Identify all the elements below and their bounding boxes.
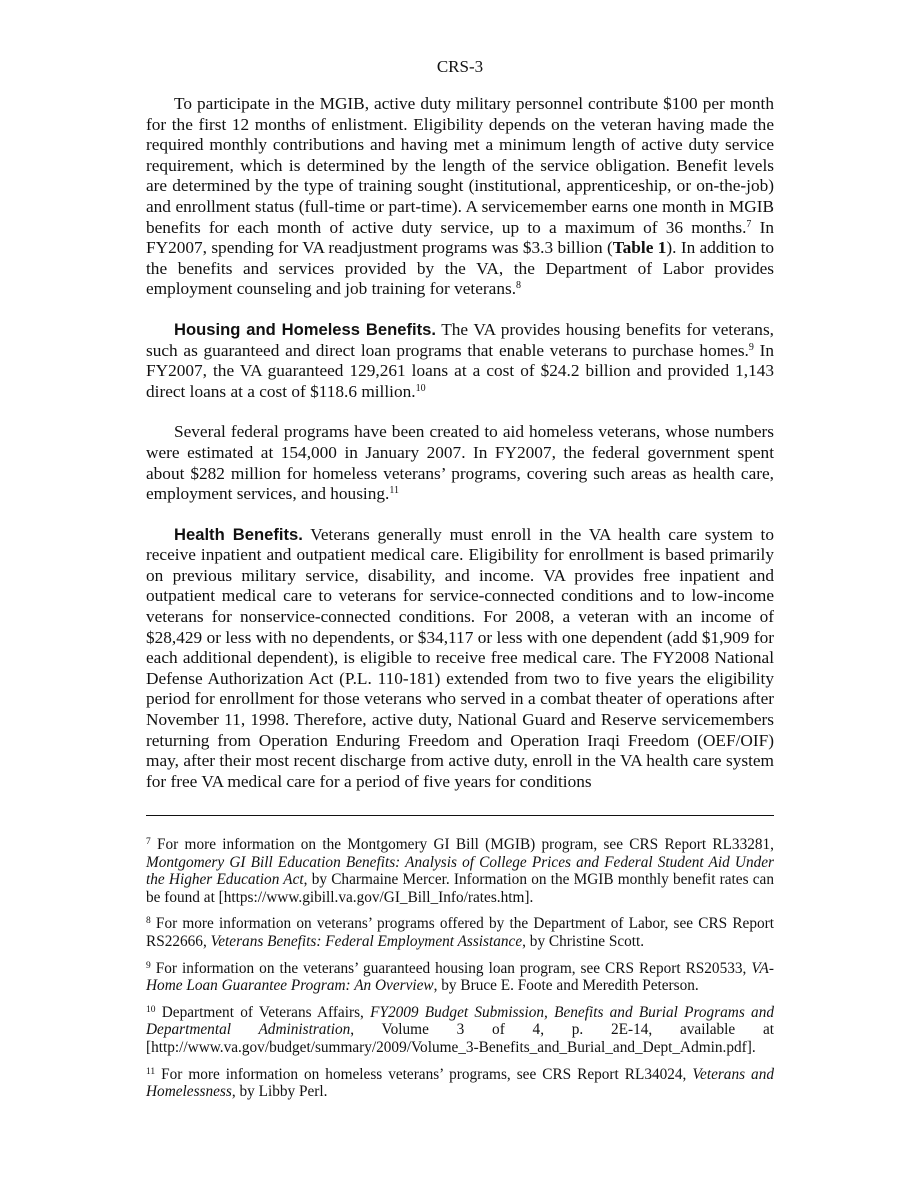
- footnote-ref-9[interactable]: 9: [748, 341, 754, 353]
- table-reference: Table 1: [612, 238, 667, 258]
- footnote-divider: [146, 815, 774, 816]
- body-text: [146, 94, 774, 812]
- paragraph-homeless: Several federal programs have been created to aid homeless veterans, whose numbers were estimated at 154,000 in January 2007. In FY2007, the federal government spent about $282 million for homeless veterans’ programs, covering such areas as health care, employment services, and housing.$^{11}$: [146, 422, 774, 504]
- footnote-7: $^7$ For more information on the Montgomery GI Bill (MGIB) program, see CRS Report RL33281, Montgomery GI Bill Education Benefits: Analysis of College Prices and Federal Student Aid Under the Higher Education Act, by Charmaine Mercer. Information on the MGIB monthly benefit rates can be found at [https://www.gibill.va.gov/GI_Bill_Info/rates.htm].: [146, 836, 775, 906]
- footnote-ref-7[interactable]: 7: [746, 218, 752, 230]
- footnotes: [146, 836, 774, 1110]
- paragraph-mgib: To participate in the MGIB, active duty military personnel contribute $100 per month for the first 12 months of enlistment. Eligibility depends on the veteran having made the required monthly contributions and having met a minimum length of active duty service requirement, which is determined by the length of the service obligation. Benefit levels are determined by the type of training sought (institutional, apprenticeship, or on-the-job) and enrollment status (full-time or part-time). A servicemember earns one month in MGIB benefits for each month of active duty service, up to a maximum of 36 months.$^7$ In FY2007, spending for VA readjustment programs was $3.3 billion (Table 1). In addition to the benefits and services provided by the VA, the Department of Labor provides employment counseling and job training for veterans.$^8$: [146, 94, 775, 299]
- footnote-10: $^{10}$ Department of Veterans Affairs, FY2009 Budget Submission, Benefits and Burial Programs and Departmental Administration, Volume 3 of 4, p. 2E-14, available at [http://www.va.gov/budget/summary/2009/Volume_3-Benefits_and_Burial_and_Dept_Admin.pdf].: [146, 1003, 774, 1056]
- footnote-9: $^9$ For information on the veterans’ guaranteed housing loan program, see CRS Report RS20533, VA-Home Loan Guarantee Program: An Overview, by Bruce E. Foote and Meredith Peterson.: [146, 959, 774, 995]
- footnote-8: $^8$ For more information on veterans’ programs offered by the Department of Labor, see CRS Report RS22666, Veterans Benefits: Federal Employment Assistance, by Christine Scott.: [146, 915, 774, 950]
- footnote-ref-11[interactable]: 11: [389, 485, 399, 497]
- footnote-ref-8[interactable]: 8: [516, 280, 522, 292]
- footnote-ref-10[interactable]: 10: [415, 382, 426, 394]
- paragraph-health: Health Benefits. Veterans generally must enroll in the VA health care system to receive inpatient and outpatient medical care. Eligibility for enrollment is based primarily on previous military service, disability, and income. VA provides free inpatient and outpatient medical care to veterans for service-connected conditions and to low-income veterans for nonservice-connected conditions. For 2008, a veteran with an income of $28,429 or less with no dependents, or $34,117 or less with one dependent (add $1,909 for each additional dependent), is eligible to receive free medical care. The FY2008 National Defense Authorization Act (P.L. 110-181) extended from two to five years the eligibility period for enrollment for those veterans who served in a combat theater of operations after November 11, 1998. Therefore, active duty, National Guard and Reserve servicemembers returning from Operation Enduring Freedom and Operation Iraqi Freedom (OEF/OIF) may, after their most recent discharge from active duty, enroll in the VA health care system for free VA medical care for a period of five years for conditions: [146, 524, 774, 791]
- footnote-11: $^{11}$ For more information on homeless veterans’ programs, see CRS Report RL34024, Veterans and Homelessness, by Libby Perl.: [146, 1065, 774, 1101]
- page-header: CRS-3: [436, 57, 484, 76]
- paragraph-housing: Housing and Homeless Benefits. The VA provides housing benefits for veterans, such as guaranteed and direct loan programs that enable veterans to purchase homes.$^9$ In FY2007, the VA guaranteed 129,261 loans at a cost of $24.2 billion and provided 1,143 direct loans at a cost of $118.6 million.$^{10}$: [146, 319, 775, 401]
- section-heading-housing: Housing and Homeless Benefits.: [174, 319, 436, 339]
- section-heading-health: Health Benefits.: [174, 524, 303, 544]
